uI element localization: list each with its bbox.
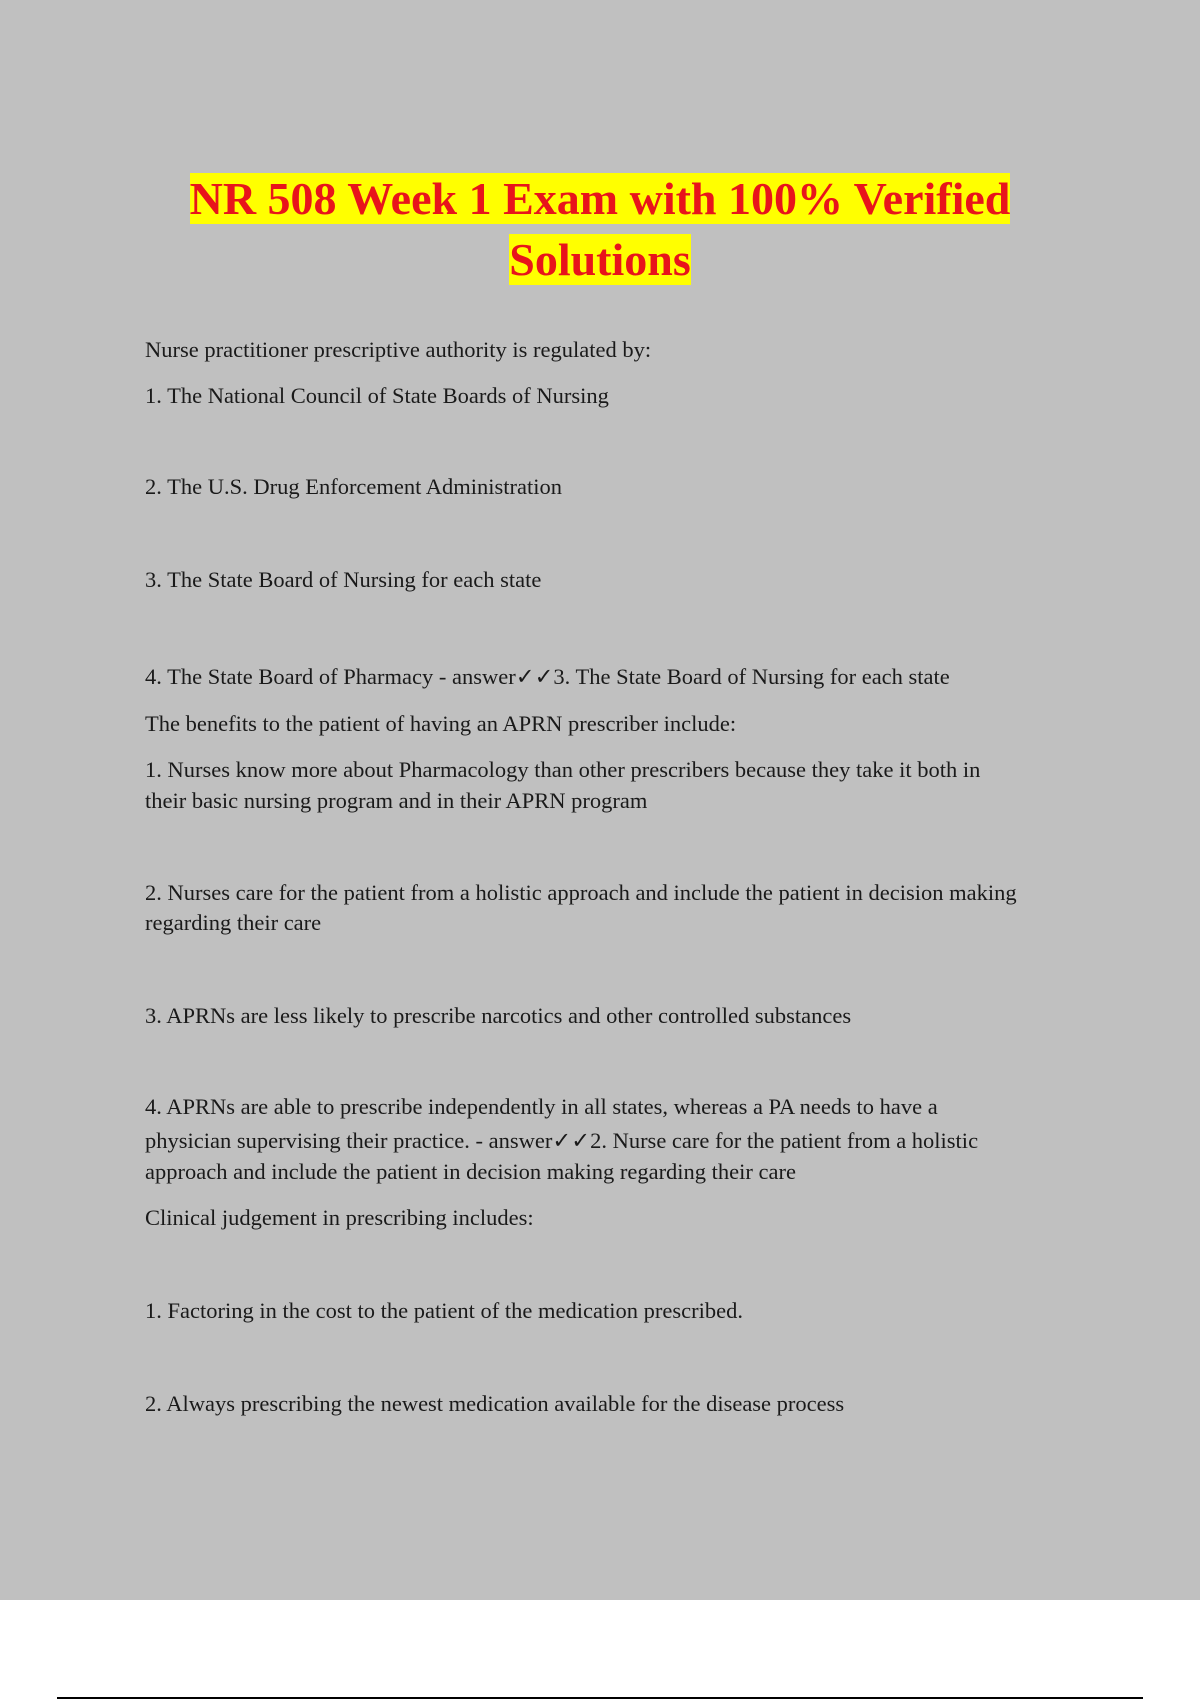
title-line-2: Solutions — [509, 234, 691, 285]
question-2-option-4-line-1: 4. APRNs are able to prescribe independently in all states, whereas a PA needs to have a — [145, 1094, 938, 1119]
question-3-text: Clinical judgement in prescribing includes: — [145, 1205, 534, 1230]
question-3-option-2: 2. Always prescribing the newest medication available for the disease process — [145, 1391, 845, 1416]
title-line-1: NR 508 Week 1 Exam with 100% Verified — [189, 173, 1011, 224]
question-2-option-1-line-1: 1. Nurses know more about Pharmacology than other prescribers because they take it both in — [145, 757, 981, 782]
question-1-option-1: 1. The National Council of State Boards of Nursing — [145, 383, 609, 408]
question-2-option-2-line-2: regarding their care — [145, 910, 322, 935]
question-1-option-4-answer: 4. The State Board of Pharmacy - answer✓✓3. The State Board of Nursing for each state — [145, 664, 950, 689]
question-2-option-4-line-2: physician supervising their practice. - answer✓✓2. Nurse care for the patient from a holistic — [145, 1128, 979, 1153]
question-2-option-1-line-2: their basic nursing program and in their APRN program — [145, 788, 648, 813]
question-2-option-2-line-1: 2. Nurses care for the patient from a holistic approach and include the patient in decision making — [145, 880, 1017, 905]
question-1-option-2: 2. The U.S. Drug Enforcement Administration — [145, 474, 563, 499]
footer-divider — [57, 1697, 1143, 1699]
question-3-option-1: 1. Factoring in the cost to the patient of the medication prescribed. — [145, 1298, 743, 1323]
question-1-option-3: 3. The State Board of Nursing for each state — [145, 567, 542, 592]
question-2-text: The benefits to the patient of having an APRN prescriber include: — [145, 711, 737, 736]
question-2-option-3: 3. APRNs are less likely to prescribe narcotics and other controlled substances — [145, 1003, 852, 1028]
question-2-option-4-line-3: approach and include the patient in decision making regarding their care — [145, 1159, 796, 1184]
question-1-text: Nurse practitioner prescriptive authority is regulated by: — [145, 337, 652, 362]
document-title — [0, 168, 1200, 290]
